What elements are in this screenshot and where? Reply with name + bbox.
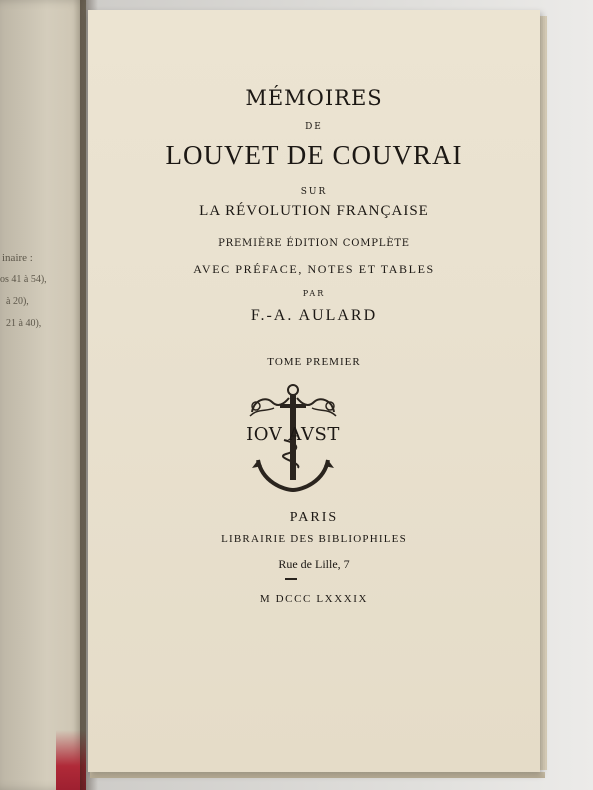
left-facing-page xyxy=(0,0,86,790)
publisher: LIBRAIRIE DES BIBLIOPHILES xyxy=(221,533,407,545)
year: M DCCC LXXXIX xyxy=(259,593,369,605)
title-de: DE xyxy=(305,122,323,132)
left-page-line: os 41 à 54), xyxy=(0,274,47,285)
bottom-edge xyxy=(90,772,545,778)
subject-title: LA RÉVOLUTION FRANÇAISE xyxy=(199,203,429,219)
author-name: LOUVET DE COUVRAI xyxy=(165,140,463,170)
ornament-rule xyxy=(285,578,297,580)
edition-line: PREMIÈRE ÉDITION COMPLÈTE xyxy=(218,238,410,249)
address: Rue de Lille, 7 xyxy=(278,557,350,571)
title-sur: SUR xyxy=(300,187,328,197)
left-page-line: 21 à 40), xyxy=(6,318,42,329)
printer-mark-label: IOV AVST xyxy=(246,424,340,445)
title-memoires: MÉMOIRES xyxy=(245,86,383,110)
left-page-line: inaire : xyxy=(2,252,33,264)
editor-name: F.-A. AULARD xyxy=(250,307,378,324)
fore-edge xyxy=(540,16,547,770)
contents-line: AVEC PRÉFACE, NOTES ET TABLES xyxy=(193,262,435,276)
left-page-line: à 20), xyxy=(6,296,29,307)
title-par: PAR xyxy=(302,289,326,298)
volume-label: TOME PREMIER xyxy=(267,356,361,368)
city: PARIS xyxy=(289,510,339,525)
